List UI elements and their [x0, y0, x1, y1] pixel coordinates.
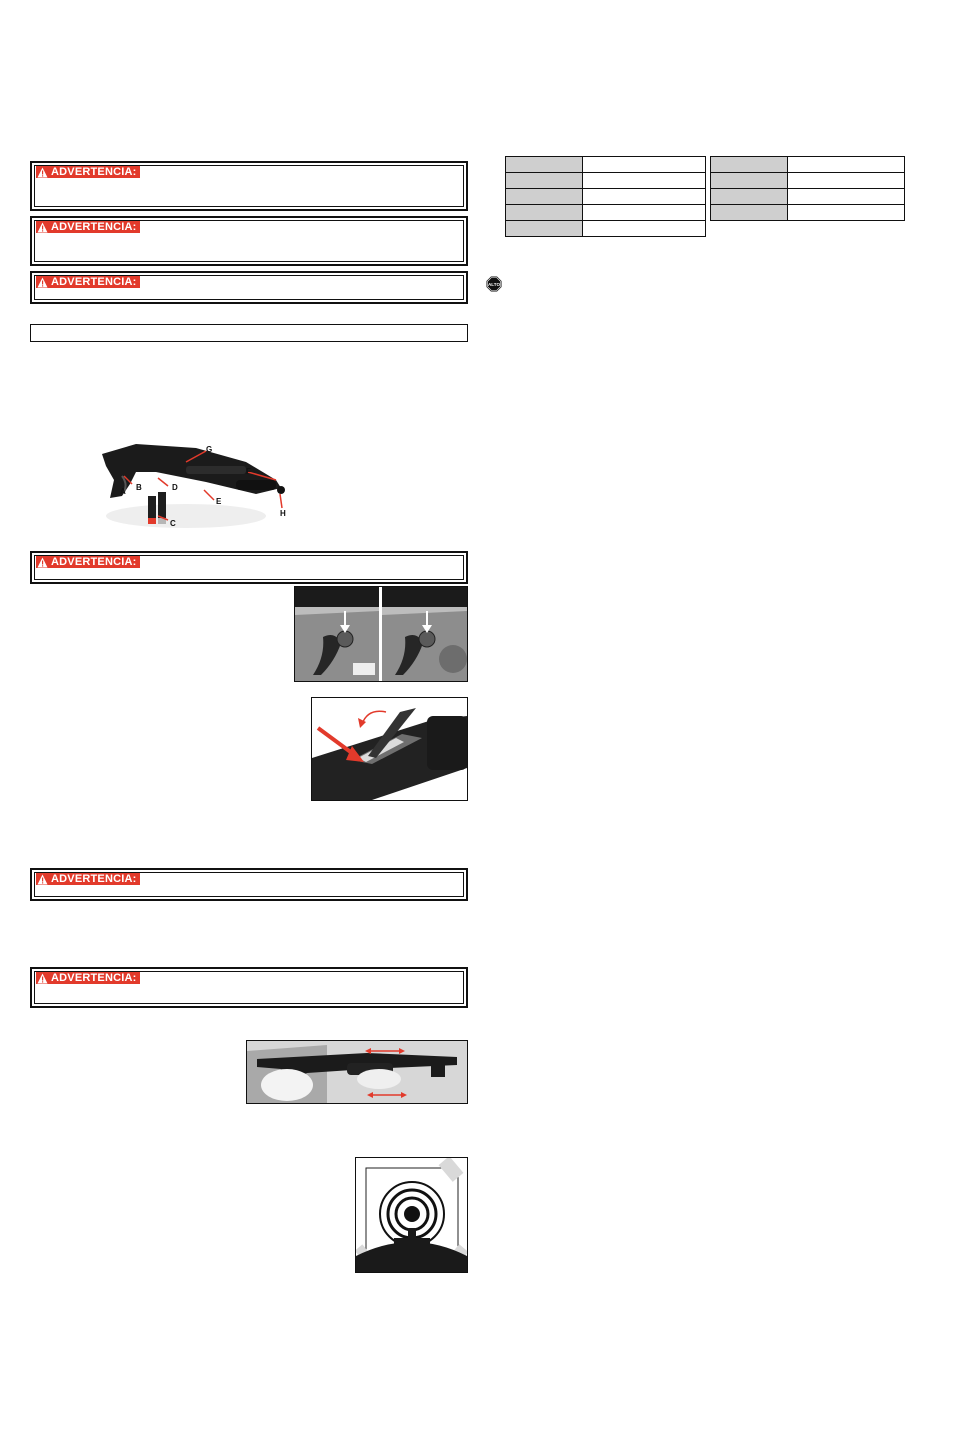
warning-label: [36, 873, 140, 885]
callout-d: D: [172, 483, 178, 492]
warning-label: [36, 221, 140, 233]
table-row: [506, 189, 706, 205]
warning-box-3: [30, 271, 468, 304]
spec-table-left: [505, 156, 706, 237]
warning-label-text: ADVERTENCIA:: [51, 972, 137, 984]
callout-e: E: [216, 497, 222, 506]
warning-label-text: ADVERTENCIA:: [51, 166, 137, 178]
warning-label-text: ADVERTENCIA:: [51, 221, 137, 233]
callout-g: G: [206, 445, 213, 454]
warning-triangle-icon: [37, 874, 48, 885]
warning-box-4: [30, 551, 468, 584]
callout-h: H: [280, 509, 286, 518]
warning-triangle-icon: [37, 557, 48, 568]
loading-photo: [311, 697, 468, 801]
table-row: [506, 221, 706, 237]
parts-diagram: [96, 436, 296, 532]
safety-photo-pair: [294, 586, 468, 682]
warning-triangle-icon: [37, 222, 48, 233]
table-row: [711, 157, 905, 173]
warning-label: [36, 276, 140, 288]
target-sight-photo: [355, 1157, 468, 1273]
stop-sign-label: ALTO: [487, 282, 501, 287]
warning-label-text: ADVERTENCIA:: [51, 276, 137, 288]
warning-label-text: ADVERTENCIA:: [51, 873, 137, 885]
pump-action-photo: [246, 1040, 468, 1104]
callout-b: B: [136, 483, 142, 492]
warning-label-text: ADVERTENCIA:: [51, 556, 137, 568]
table-row: [711, 173, 905, 189]
callout-a: A: [120, 487, 126, 496]
warning-triangle-icon: [37, 277, 48, 288]
warning-box-2: [30, 216, 468, 266]
table-row: [711, 205, 905, 221]
warning-triangle-icon: [37, 973, 48, 984]
table-row: [506, 205, 706, 221]
warning-box-1: [30, 161, 468, 211]
callout-c: C: [170, 519, 176, 528]
warning-box-6: [30, 967, 468, 1008]
table-row: [506, 157, 706, 173]
spec-table-right: [710, 156, 905, 221]
table-row: [711, 189, 905, 205]
stop-sign-icon: [486, 276, 502, 292]
warning-label: [36, 556, 140, 568]
warning-label: [36, 972, 140, 984]
warning-box-5: [30, 868, 468, 901]
callout-f: F: [246, 467, 251, 476]
warning-label: [36, 166, 140, 178]
table-row: [506, 173, 706, 189]
warning-triangle-icon: [37, 167, 48, 178]
section-heading-box: [30, 324, 468, 342]
